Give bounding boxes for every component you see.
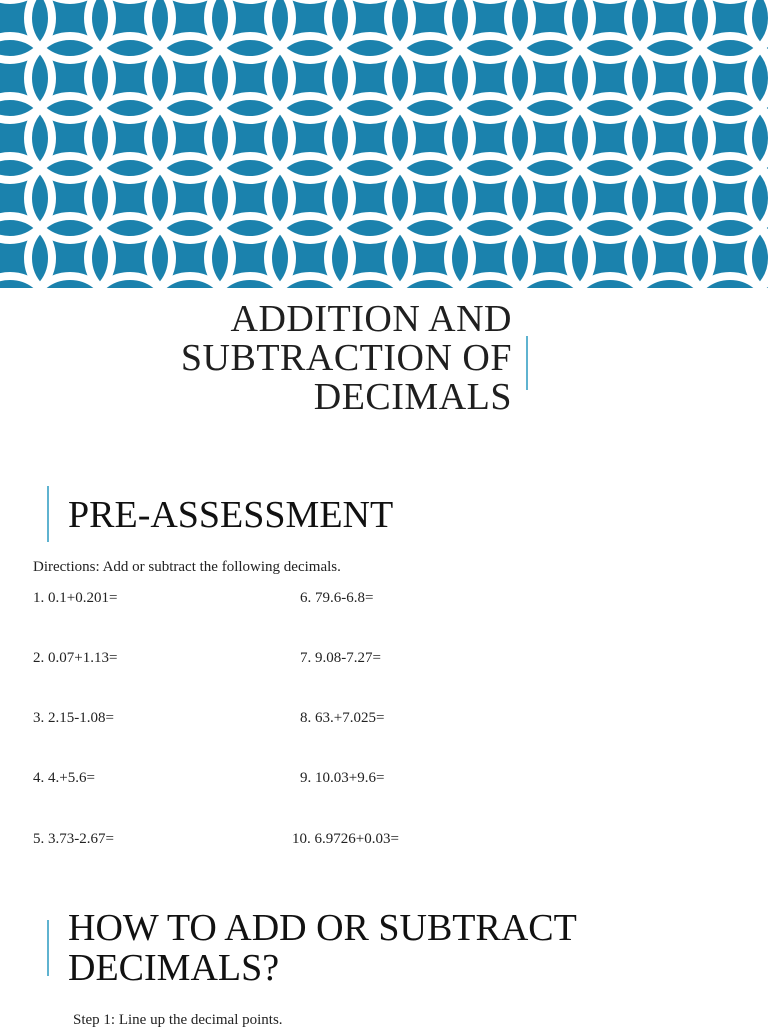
title-accent-bar	[526, 336, 528, 390]
pre-assessment-accent-bar	[47, 486, 49, 542]
problem-9: 9. 10.03+9.6=	[300, 770, 385, 786]
how-to-heading	[68, 908, 577, 988]
title-line-1: ADDITION AND	[230, 298, 512, 340]
problem-2: 2. 0.07+1.13=	[33, 650, 118, 666]
how-to-accent-bar	[47, 920, 49, 976]
problem-6: 6. 79.6-6.8=	[300, 590, 374, 606]
problem-3: 3. 2.15-1.08=	[33, 710, 114, 726]
problem-10: 10. 6.9726+0.03=	[292, 831, 399, 847]
document-title	[100, 300, 512, 417]
how-to-heading-line-2: DECIMALS?	[68, 947, 280, 989]
problem-5: 5. 3.73-2.67=	[33, 831, 114, 847]
problem-4: 4. 4.+5.6=	[33, 770, 95, 786]
circle-pattern-graphic	[0, 0, 768, 288]
step-1-text: Step 1: Line up the decimal points.	[73, 1012, 283, 1028]
problem-8: 8. 63.+7.025=	[300, 710, 385, 726]
circle-pattern-group	[0, 0, 768, 288]
title-line-3: DECIMALS	[313, 376, 512, 418]
title-line-2: SUBTRACTION OF	[180, 337, 512, 379]
decorative-pattern-banner	[0, 0, 768, 288]
problem-1: 1. 0.1+0.201=	[33, 590, 118, 606]
directions-text: Directions: Add or subtract the following decimals.	[33, 559, 341, 575]
how-to-heading-line-1: HOW TO ADD OR SUBTRACT	[68, 907, 577, 949]
problem-7: 7. 9.08-7.27=	[300, 650, 381, 666]
pre-assessment-heading: PRE-ASSESSMENT	[68, 494, 394, 536]
